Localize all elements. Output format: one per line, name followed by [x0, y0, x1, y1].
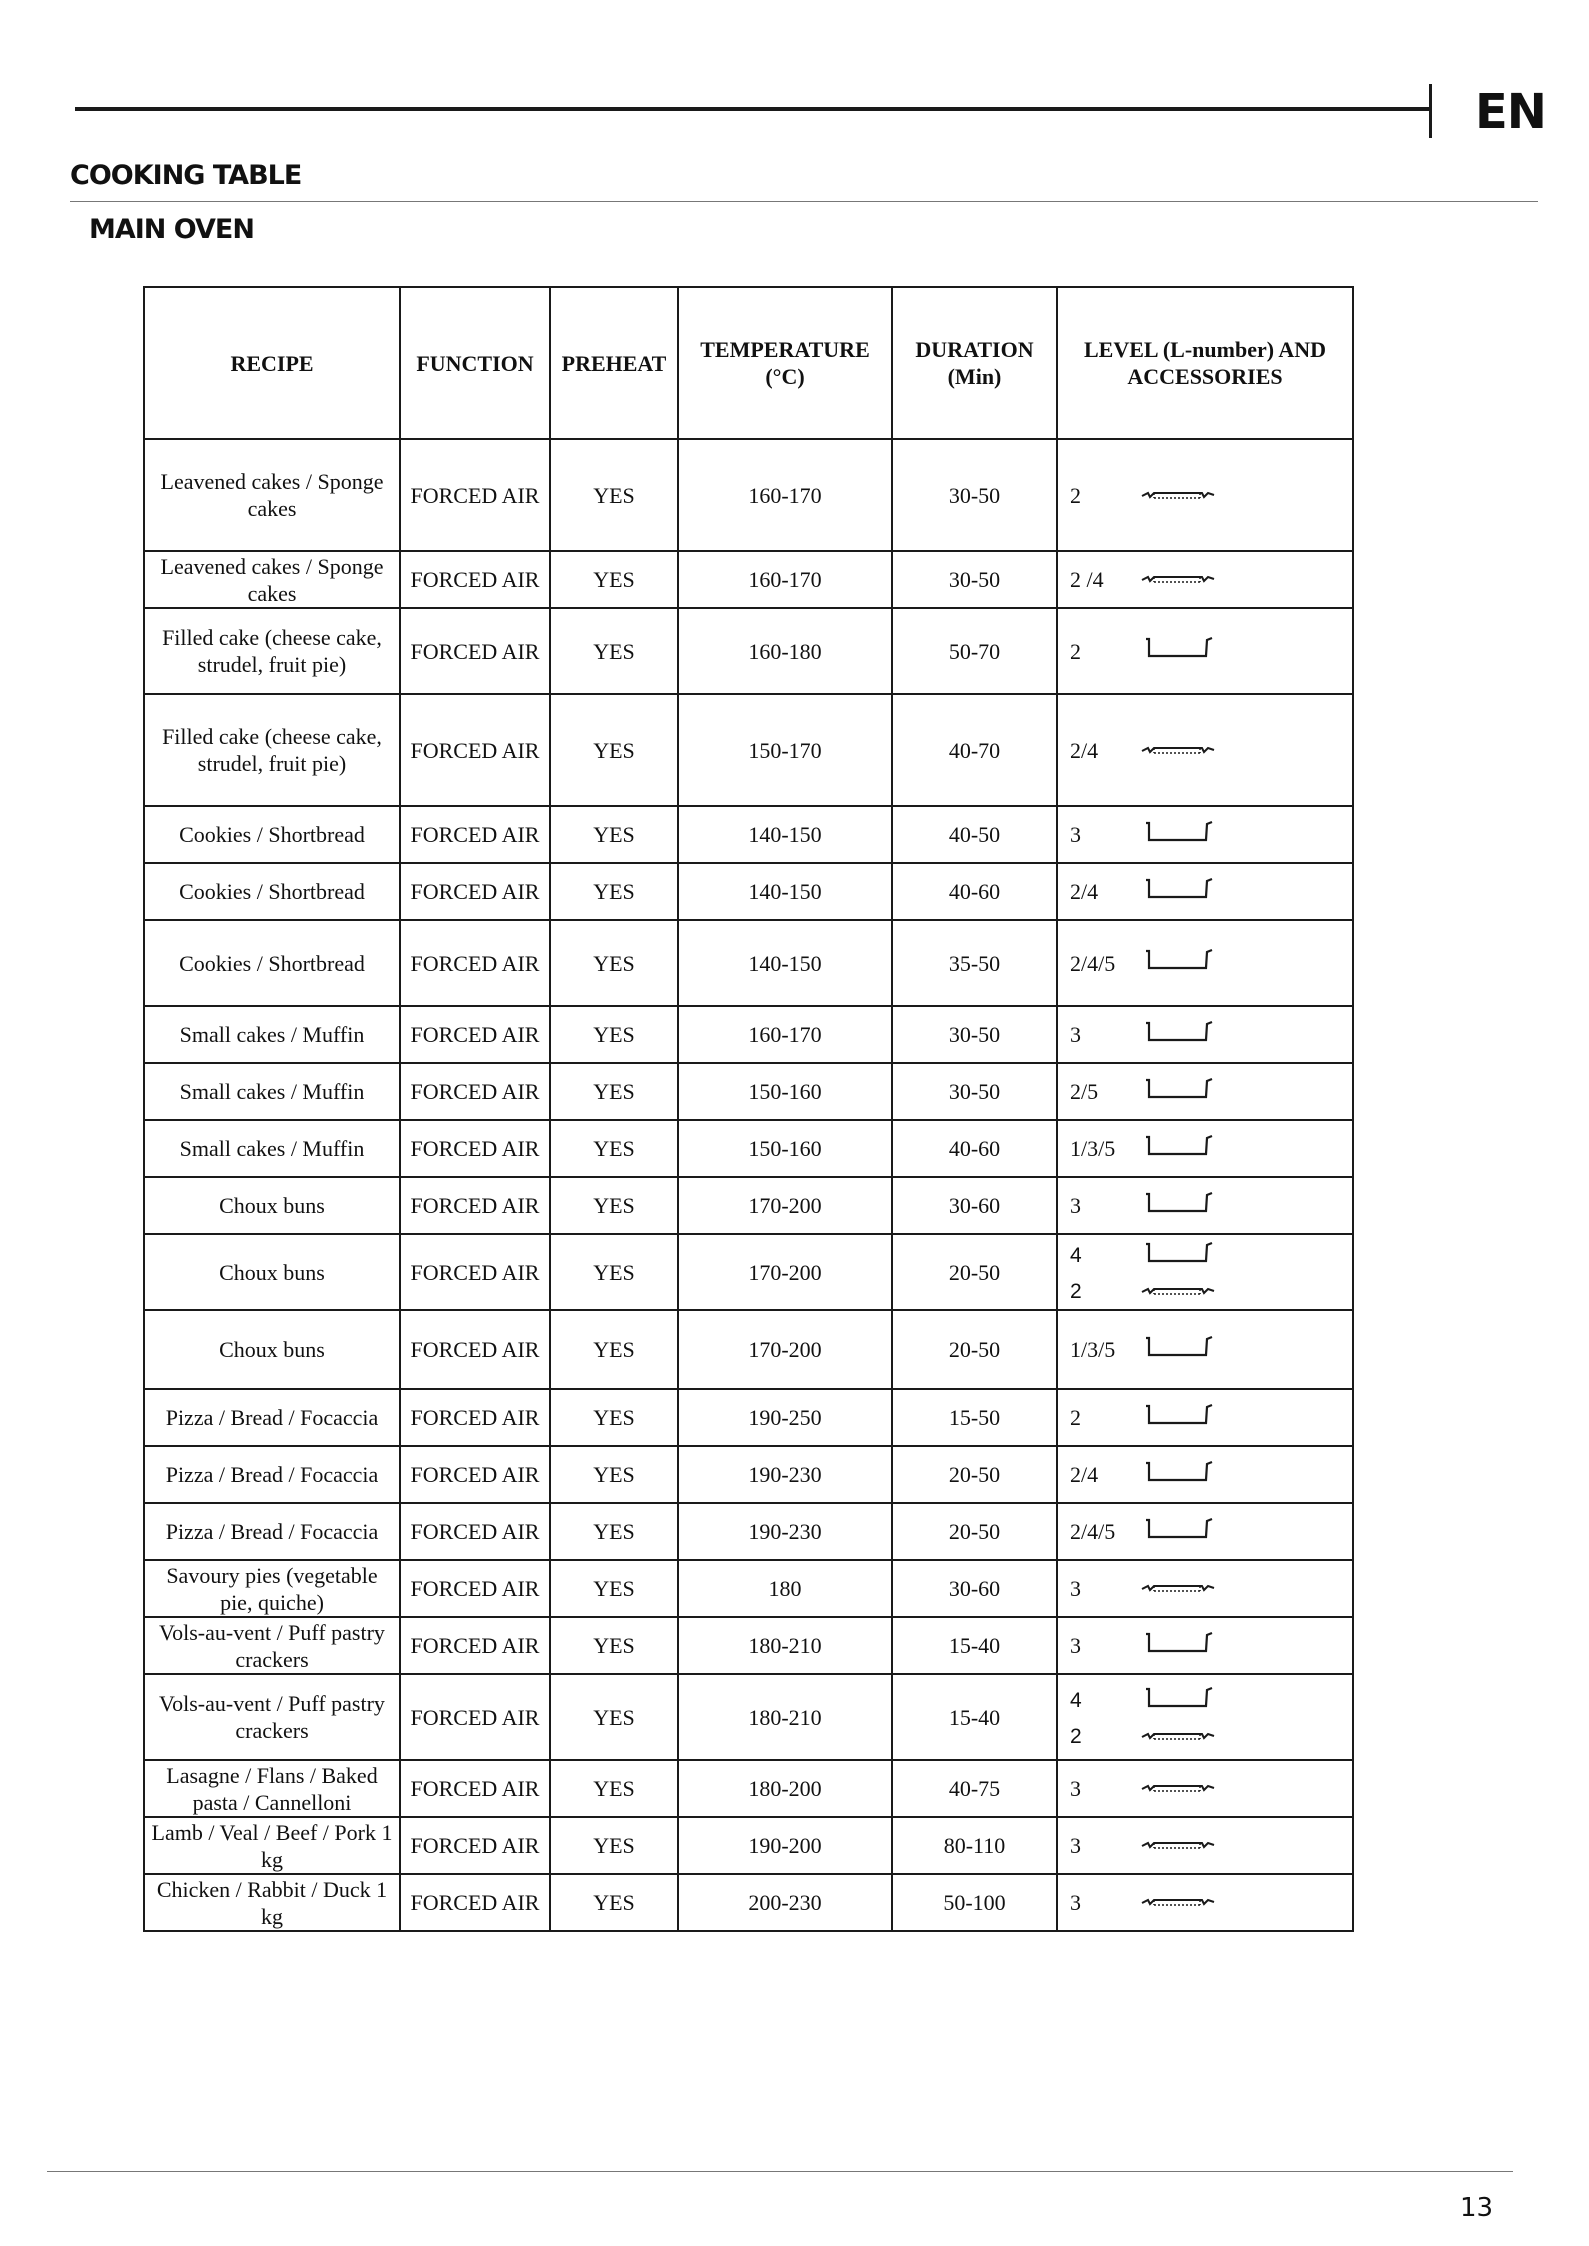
- header-function: FUNCTION: [400, 287, 550, 439]
- table-row: [144, 1310, 1353, 1389]
- subsection-title: MAIN OVEN: [89, 214, 254, 245]
- level-accessories: [1058, 876, 1352, 908]
- cell-preheat: YES: [550, 1760, 678, 1817]
- cell-duration: 30-60: [892, 1177, 1057, 1234]
- table-row: [144, 1874, 1353, 1931]
- level-accessories: [1058, 1832, 1352, 1859]
- cell-function: FORCED AIR: [400, 1560, 550, 1617]
- baking-tray-icon: [1140, 635, 1218, 667]
- cell-temperature: 190-230: [678, 1446, 892, 1503]
- cell-preheat: YES: [550, 1310, 678, 1389]
- cell-duration: 30-50: [892, 439, 1057, 551]
- cell-recipe: Small cakes / Muffin: [144, 1006, 400, 1063]
- cell-duration: 20-50: [892, 1234, 1057, 1310]
- cell-function: FORCED AIR: [400, 1760, 550, 1817]
- level-number: 3: [1070, 1890, 1081, 1915]
- baking-tray-icon: [1140, 1019, 1218, 1051]
- level-number: 3: [1070, 1633, 1081, 1658]
- cell-level: [1057, 1234, 1353, 1310]
- cell-duration: 30-60: [892, 1560, 1057, 1617]
- table-row: [144, 1817, 1353, 1874]
- baking-tray-icon: [1140, 1630, 1218, 1662]
- cell-level: [1057, 439, 1353, 551]
- cell-function: FORCED AIR: [400, 1120, 550, 1177]
- cell-level: [1057, 551, 1353, 608]
- cell-duration: 40-75: [892, 1760, 1057, 1817]
- cell-recipe: Small cakes / Muffin: [144, 1120, 400, 1177]
- cell-recipe: Pizza / Bread / Focaccia: [144, 1503, 400, 1560]
- cell-duration: 40-70: [892, 694, 1057, 806]
- header-level: LEVEL (L-number) AND ACCESSORIES: [1057, 287, 1353, 439]
- section-rule: [70, 201, 1538, 202]
- baking-tray-icon: [1140, 1240, 1218, 1272]
- cell-function: FORCED AIR: [400, 1446, 550, 1503]
- cell-preheat: YES: [550, 1177, 678, 1234]
- cell-temperature: 160-180: [678, 608, 892, 694]
- wire-shelf-icon: [1140, 1832, 1218, 1859]
- table-row: [144, 551, 1353, 608]
- cell-function: FORCED AIR: [400, 1234, 550, 1310]
- table-row: [144, 1503, 1353, 1560]
- cell-temperature: 150-160: [678, 1063, 892, 1120]
- level-accessories: [1058, 1240, 1352, 1305]
- cell-function: FORCED AIR: [400, 439, 550, 551]
- cell-temperature: 180-210: [678, 1674, 892, 1760]
- cell-function: FORCED AIR: [400, 1674, 550, 1760]
- cell-temperature: 150-170: [678, 694, 892, 806]
- cell-recipe: Leavened cakes / Sponge cakes: [144, 439, 400, 551]
- level-accessories: [1058, 737, 1352, 764]
- cell-level: [1057, 1006, 1353, 1063]
- table-body: [144, 439, 1353, 1931]
- level-accessories: [1058, 482, 1352, 509]
- cell-level: [1057, 1063, 1353, 1120]
- baking-tray-icon: [1140, 1190, 1218, 1222]
- cell-function: FORCED AIR: [400, 1310, 550, 1389]
- cell-duration: 20-50: [892, 1310, 1057, 1389]
- cell-level: [1057, 1503, 1353, 1560]
- page-number: 13: [1460, 2193, 1494, 2223]
- cell-recipe: Cookies / Shortbread: [144, 806, 400, 863]
- cell-level: [1057, 694, 1353, 806]
- cell-level: [1057, 806, 1353, 863]
- level-accessories: [1058, 1685, 1352, 1750]
- cell-preheat: YES: [550, 1063, 678, 1120]
- language-label: EN: [1475, 84, 1546, 140]
- header-duration: DURATION (Min): [892, 287, 1057, 439]
- baking-tray-icon: [1140, 1685, 1218, 1717]
- wire-shelf-icon: [1140, 1723, 1218, 1750]
- header-row: [144, 287, 1353, 439]
- level-accessories: [1058, 1459, 1352, 1491]
- table-row: [144, 439, 1353, 551]
- cell-temperature: 170-200: [678, 1177, 892, 1234]
- level-accessories: [1058, 1076, 1352, 1108]
- header-preheat: PREHEAT: [550, 287, 678, 439]
- wire-shelf-icon: [1140, 1575, 1218, 1602]
- level-accessories: [1058, 635, 1352, 667]
- cell-duration: 80-110: [892, 1817, 1057, 1874]
- cell-temperature: 180-200: [678, 1760, 892, 1817]
- level-number: 3: [1070, 1776, 1081, 1801]
- header-recipe: RECIPE: [144, 287, 400, 439]
- cell-preheat: YES: [550, 1234, 678, 1310]
- table-row: [144, 863, 1353, 920]
- level-number: 4: [1070, 1689, 1082, 1712]
- level-accessories: [1058, 1334, 1352, 1366]
- wire-shelf-icon: [1140, 482, 1218, 509]
- cell-preheat: YES: [550, 1503, 678, 1560]
- wire-shelf-icon: [1140, 1889, 1218, 1916]
- cell-preheat: YES: [550, 1617, 678, 1674]
- level-number: 2/4: [1070, 879, 1099, 904]
- cell-function: FORCED AIR: [400, 1503, 550, 1560]
- cell-temperature: 140-150: [678, 920, 892, 1006]
- cell-function: FORCED AIR: [400, 694, 550, 806]
- cell-level: [1057, 1560, 1353, 1617]
- header-rule: [75, 107, 1430, 111]
- cell-temperature: 160-170: [678, 439, 892, 551]
- cell-duration: 40-50: [892, 806, 1057, 863]
- level-accessories: [1058, 947, 1352, 979]
- table-row: [144, 806, 1353, 863]
- cell-function: FORCED AIR: [400, 920, 550, 1006]
- cell-function: FORCED AIR: [400, 1389, 550, 1446]
- baking-tray-icon: [1140, 947, 1218, 979]
- baking-tray-icon: [1140, 1516, 1218, 1548]
- cell-duration: 40-60: [892, 1120, 1057, 1177]
- cell-temperature: 140-150: [678, 863, 892, 920]
- cell-recipe: Vols-au-vent / Puff pastry crackers: [144, 1617, 400, 1674]
- cell-preheat: YES: [550, 1389, 678, 1446]
- cell-recipe: Lamb / Veal / Beef / Pork 1 kg: [144, 1817, 400, 1874]
- level-number: 1/3/5: [1070, 1337, 1116, 1362]
- level-accessories: [1058, 1190, 1352, 1222]
- cell-preheat: YES: [550, 806, 678, 863]
- level-accessories: [1058, 1575, 1352, 1602]
- baking-tray-icon: [1140, 1076, 1218, 1108]
- cell-duration: 40-60: [892, 863, 1057, 920]
- cell-temperature: 140-150: [678, 806, 892, 863]
- cell-recipe: Savoury pies (vegetable pie, quiche): [144, 1560, 400, 1617]
- cell-temperature: 170-200: [678, 1234, 892, 1310]
- cell-recipe: Filled cake (cheese cake, strudel, fruit pie): [144, 608, 400, 694]
- cell-recipe: Cookies / Shortbread: [144, 920, 400, 1006]
- cell-recipe: Small cakes / Muffin: [144, 1063, 400, 1120]
- cell-temperature: 190-230: [678, 1503, 892, 1560]
- cell-duration: 30-50: [892, 551, 1057, 608]
- cell-duration: 20-50: [892, 1446, 1057, 1503]
- level-accessories: [1058, 1019, 1352, 1051]
- cell-function: FORCED AIR: [400, 1177, 550, 1234]
- level-number: 1/3/5: [1070, 1136, 1116, 1161]
- footer-rule: [47, 2171, 1513, 2172]
- cell-function: FORCED AIR: [400, 1006, 550, 1063]
- cell-duration: 20-50: [892, 1503, 1057, 1560]
- baking-tray-icon: [1140, 1133, 1218, 1165]
- cell-function: FORCED AIR: [400, 806, 550, 863]
- level-number: 2: [1070, 638, 1081, 664]
- cell-level: [1057, 1874, 1353, 1931]
- cell-level: [1057, 863, 1353, 920]
- level-accessories: [1058, 566, 1352, 593]
- table-row: [144, 1674, 1353, 1760]
- table-row: [144, 694, 1353, 806]
- level-number: 3: [1070, 1833, 1081, 1858]
- cell-duration: 15-40: [892, 1617, 1057, 1674]
- cell-recipe: Pizza / Bread / Focaccia: [144, 1446, 400, 1503]
- cell-level: [1057, 608, 1353, 694]
- level-number: 2/4/5: [1070, 950, 1116, 976]
- cell-recipe: Choux buns: [144, 1234, 400, 1310]
- cell-level: [1057, 1817, 1353, 1874]
- level-number: 2: [1070, 482, 1081, 508]
- cell-function: FORCED AIR: [400, 863, 550, 920]
- cell-recipe: Leavened cakes / Sponge cakes: [144, 551, 400, 608]
- cell-preheat: YES: [550, 608, 678, 694]
- cell-temperature: 160-170: [678, 1006, 892, 1063]
- level-number: 3: [1070, 1576, 1081, 1601]
- baking-tray-icon: [1140, 1459, 1218, 1491]
- cell-temperature: 180: [678, 1560, 892, 1617]
- cell-preheat: YES: [550, 1674, 678, 1760]
- table-row: [144, 1389, 1353, 1446]
- cell-temperature: 170-200: [678, 1310, 892, 1389]
- cell-preheat: YES: [550, 551, 678, 608]
- table-row: [144, 608, 1353, 694]
- section-title: COOKING TABLE: [70, 160, 302, 191]
- cell-function: FORCED AIR: [400, 1874, 550, 1931]
- cell-recipe: Lasagne / Flans / Baked pasta / Cannelloni: [144, 1760, 400, 1817]
- baking-tray-icon: [1140, 1402, 1218, 1434]
- cell-preheat: YES: [550, 694, 678, 806]
- cell-level: [1057, 1760, 1353, 1817]
- cell-preheat: YES: [550, 439, 678, 551]
- level-number: 4: [1070, 1244, 1082, 1267]
- table-row: [144, 1177, 1353, 1234]
- cell-duration: 30-50: [892, 1063, 1057, 1120]
- cell-temperature: 200-230: [678, 1874, 892, 1931]
- cell-recipe: Cookies / Shortbread: [144, 863, 400, 920]
- table-row: [144, 1760, 1353, 1817]
- table-row: [144, 1234, 1353, 1310]
- cell-recipe: Pizza / Bread / Focaccia: [144, 1389, 400, 1446]
- table-row: [144, 920, 1353, 1006]
- cell-level: [1057, 1177, 1353, 1234]
- baking-tray-icon: [1140, 876, 1218, 908]
- cell-level: [1057, 1389, 1353, 1446]
- level-number: 3: [1070, 822, 1081, 847]
- level-number: 2/4: [1070, 1462, 1099, 1487]
- cell-function: FORCED AIR: [400, 1617, 550, 1674]
- cell-level: [1057, 1446, 1353, 1503]
- cooking-table: [143, 286, 1354, 1932]
- cell-function: FORCED AIR: [400, 551, 550, 608]
- cell-function: FORCED AIR: [400, 1063, 550, 1120]
- header-tick: [1429, 84, 1432, 138]
- level-accessories: [1058, 819, 1352, 851]
- cell-preheat: YES: [550, 1817, 678, 1874]
- cell-duration: 30-50: [892, 1006, 1057, 1063]
- cell-temperature: 150-160: [678, 1120, 892, 1177]
- wire-shelf-icon: [1140, 737, 1218, 764]
- header-temperature: TEMPERATURE (°C): [678, 287, 892, 439]
- cell-preheat: YES: [550, 920, 678, 1006]
- level-number: 3: [1070, 1193, 1081, 1218]
- cell-recipe: Choux buns: [144, 1310, 400, 1389]
- level-accessories: [1058, 1133, 1352, 1165]
- cell-preheat: YES: [550, 1446, 678, 1503]
- level-number: 2/5: [1070, 1079, 1099, 1104]
- cell-preheat: YES: [550, 1874, 678, 1931]
- cell-temperature: 190-250: [678, 1389, 892, 1446]
- table-row: [144, 1560, 1353, 1617]
- level-number: 2: [1070, 1279, 1082, 1303]
- cell-preheat: YES: [550, 1120, 678, 1177]
- cell-function: FORCED AIR: [400, 608, 550, 694]
- cell-level: [1057, 1120, 1353, 1177]
- cell-level: [1057, 920, 1353, 1006]
- level-accessories: [1058, 1889, 1352, 1916]
- cell-duration: 15-40: [892, 1674, 1057, 1760]
- cell-recipe: Filled cake (cheese cake, strudel, fruit pie): [144, 694, 400, 806]
- level-number: 3: [1070, 1022, 1081, 1047]
- baking-tray-icon: [1140, 1334, 1218, 1366]
- level-accessories: [1058, 1402, 1352, 1434]
- level-number: 2/4/5: [1070, 1519, 1116, 1544]
- table-row: [144, 1006, 1353, 1063]
- wire-shelf-icon: [1140, 1278, 1218, 1305]
- cell-temperature: 190-200: [678, 1817, 892, 1874]
- level-number: 2 /4: [1070, 567, 1104, 592]
- cell-preheat: YES: [550, 863, 678, 920]
- cell-preheat: YES: [550, 1560, 678, 1617]
- level-number: 2: [1070, 1405, 1081, 1430]
- cell-function: FORCED AIR: [400, 1817, 550, 1874]
- cell-recipe: Choux buns: [144, 1177, 400, 1234]
- level-accessories: [1058, 1775, 1352, 1802]
- level-accessories: [1058, 1516, 1352, 1548]
- table-row: [144, 1446, 1353, 1503]
- cell-level: [1057, 1674, 1353, 1760]
- cell-recipe: Vols-au-vent / Puff pastry crackers: [144, 1674, 400, 1760]
- cell-duration: 15-50: [892, 1389, 1057, 1446]
- level-number: 2/4: [1070, 737, 1099, 763]
- cell-temperature: 180-210: [678, 1617, 892, 1674]
- cell-level: [1057, 1617, 1353, 1674]
- wire-shelf-icon: [1140, 566, 1218, 593]
- cell-level: [1057, 1310, 1353, 1389]
- baking-tray-icon: [1140, 819, 1218, 851]
- cell-duration: 35-50: [892, 920, 1057, 1006]
- cell-duration: 50-70: [892, 608, 1057, 694]
- level-number: 2: [1070, 1724, 1082, 1748]
- level-accessories: [1058, 1630, 1352, 1662]
- cell-recipe: Chicken / Rabbit / Duck 1 kg: [144, 1874, 400, 1931]
- table-row: [144, 1120, 1353, 1177]
- wire-shelf-icon: [1140, 1775, 1218, 1802]
- cell-temperature: 160-170: [678, 551, 892, 608]
- table-row: [144, 1063, 1353, 1120]
- table-row: [144, 1617, 1353, 1674]
- cell-duration: 50-100: [892, 1874, 1057, 1931]
- cell-preheat: YES: [550, 1006, 678, 1063]
